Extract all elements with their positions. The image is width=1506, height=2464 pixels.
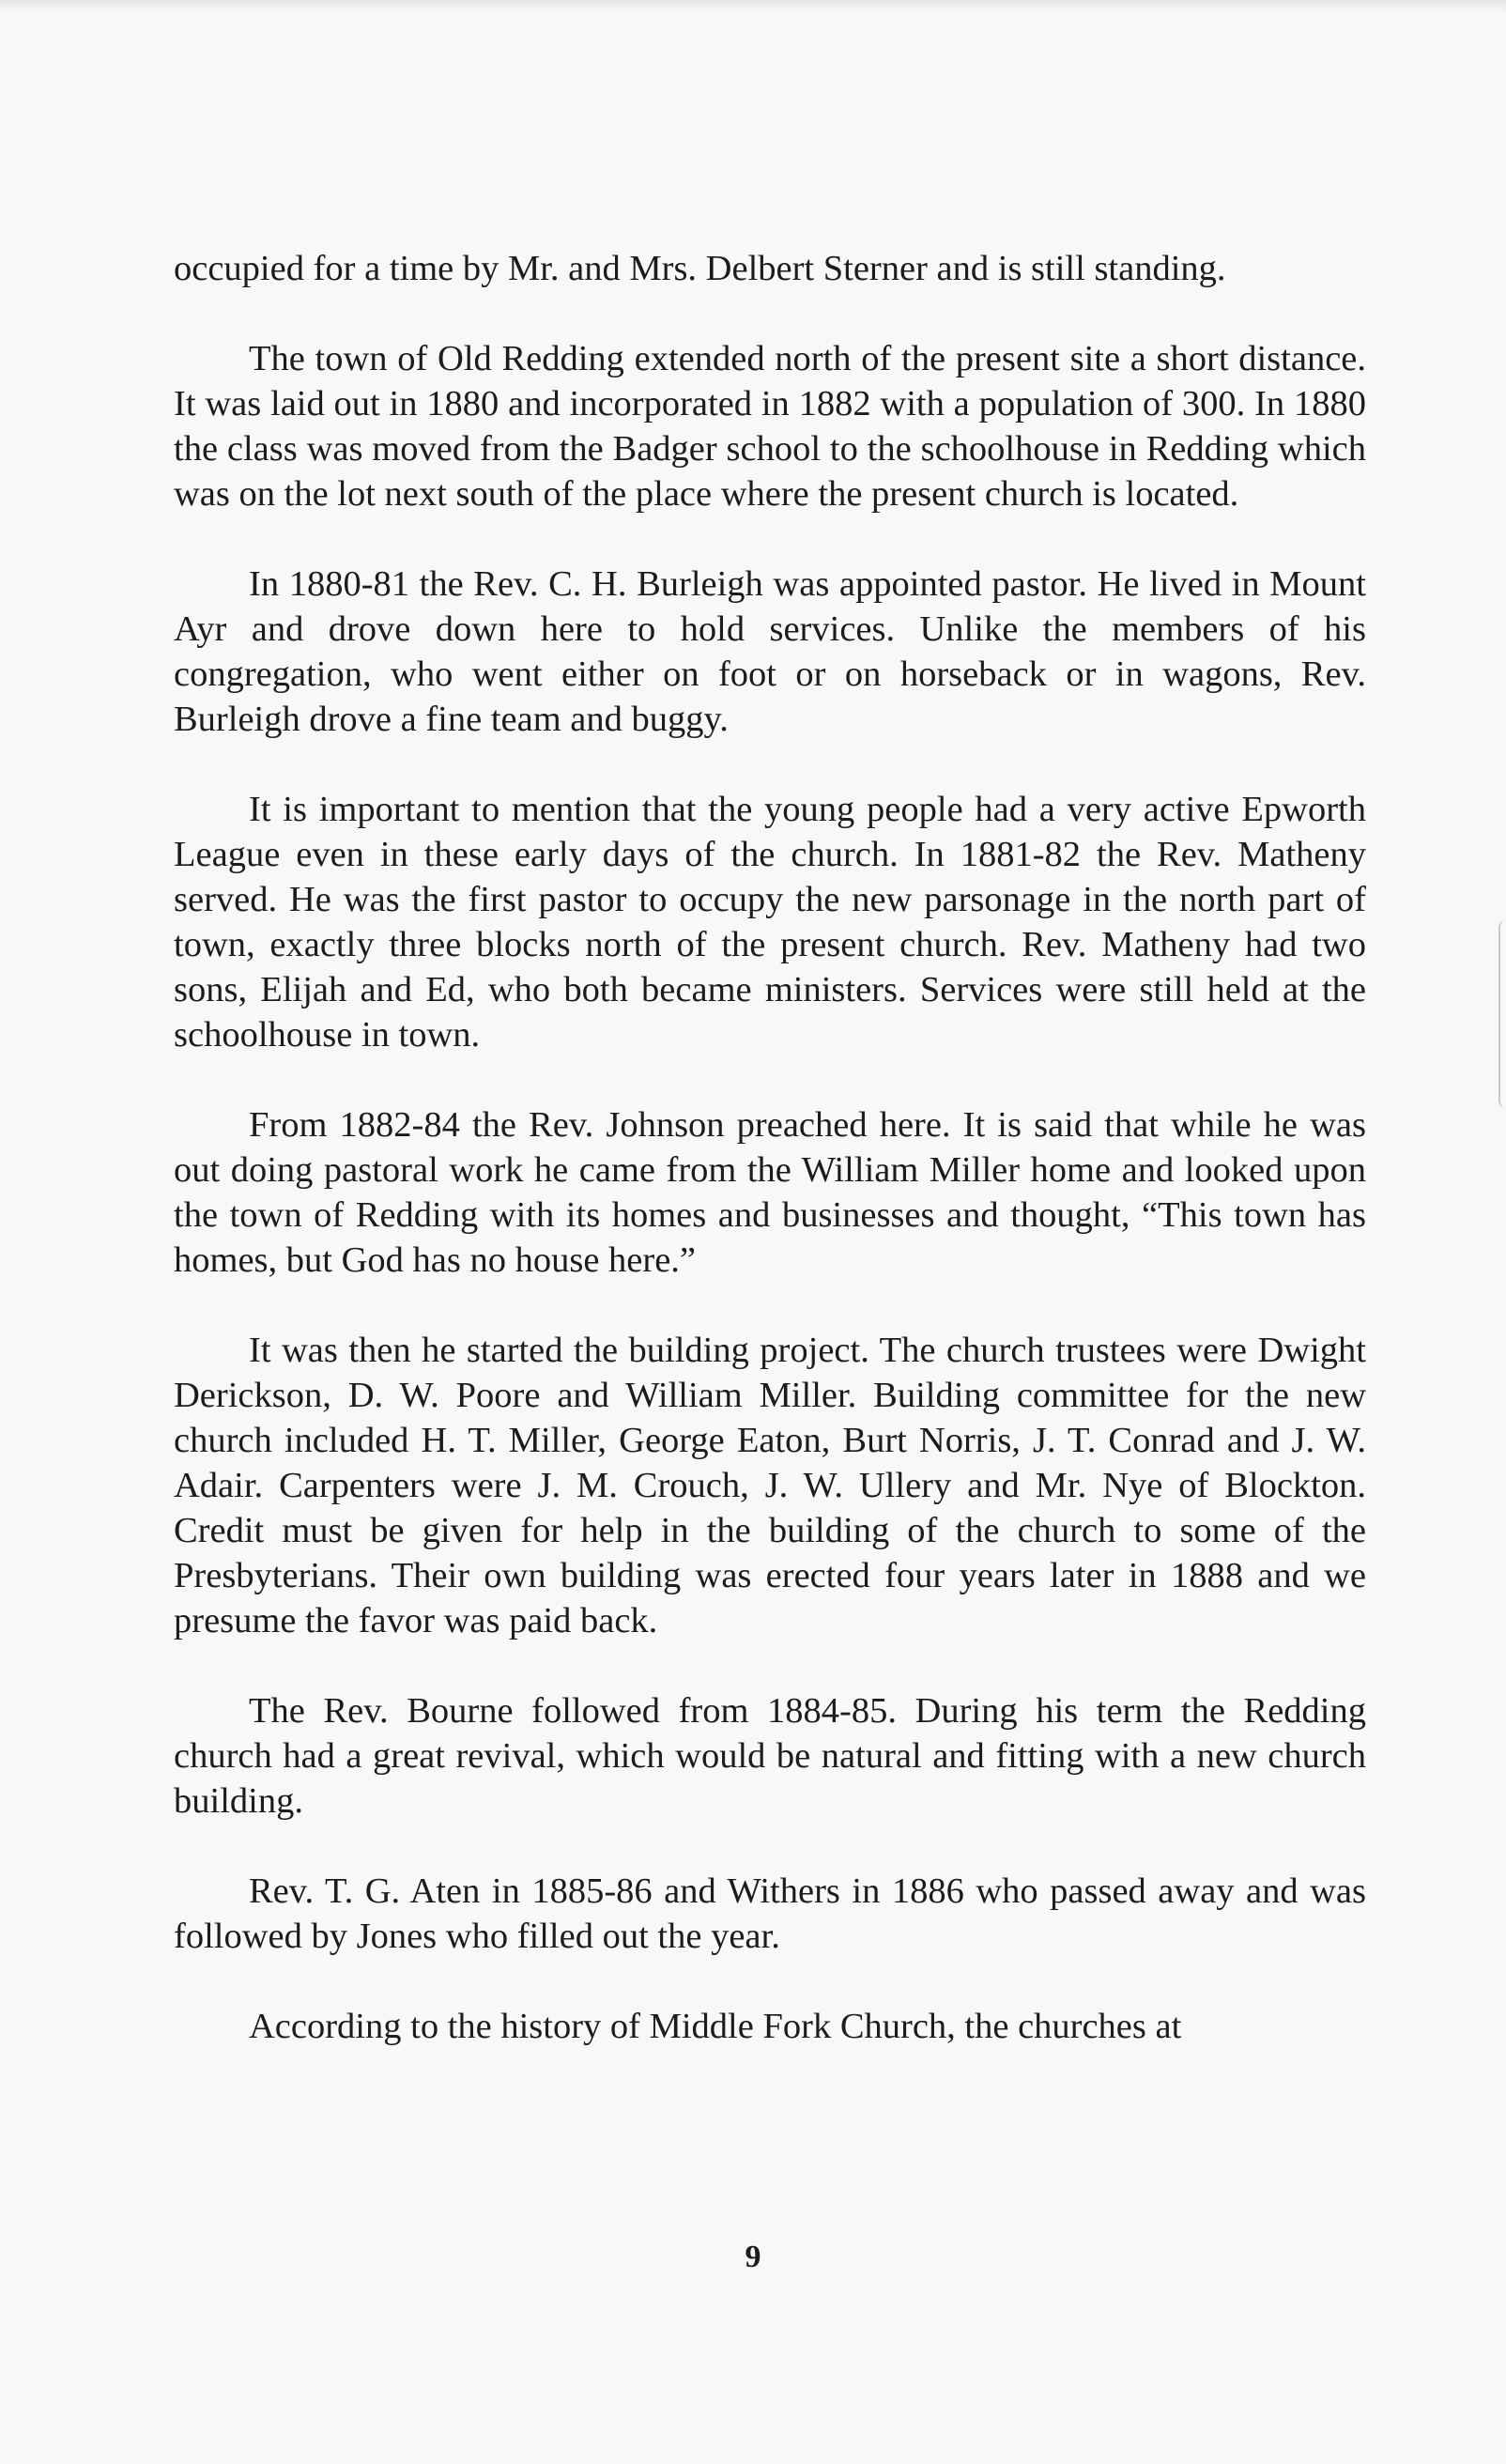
page-top-edge bbox=[0, 0, 1506, 13]
paragraph-5: From 1882-84 the Rev. Johnson preached here. It is said that while he was out doing pastoral work he came from the William Miller home and looked upon the town of Redding with its homes and businesses and thought, “This town has homes, but God has no house here.” bbox=[174, 1105, 1366, 1280]
paragraph-8: Rev. T. G. Aten in 1885-86 and Withers in 1886 who passed away and was followed by Jones who filled out the year. bbox=[174, 1871, 1366, 1956]
paragraph-6: It was then he started the building project. The church trustees were Dwight Derickson, D. W. Poore and William Miller. Building committee for the new church included H. T. Miller, George Eaton, Burt Norris, J. T. Conrad and J. W. Adair. Carpenters were J. M. Crouch, J. W. Ullery and Mr. Nye of Blockton. Credit must be given for help in the building of the church to some of the Presbyterians. Their own building was erected four years later in 1888 and we presume the favor was paid back. bbox=[174, 1331, 1366, 1640]
paragraph-1: occupied for a time by Mr. and Mrs. Delbert Sterner and is still standing. bbox=[174, 249, 1226, 288]
paragraph-9: According to the history of Middle Fork Church, the churches at bbox=[249, 2007, 1182, 2046]
paragraph-4: It is important to mention that the young people had a very active Epworth League even in these early days of the church. In 1881-82 the Rev. Matheny served. He was the first pastor to occupy the new parsonage in the north part of town, exactly three blocks north of the present church. Rev. Matheny had two sons, Elijah and Ed, who both became ministers. Services were still held at the schoolhouse in town. bbox=[174, 790, 1366, 1055]
paragraph-2: The town of Old Redding extended north of the present site a short distance. It was laid out in 1880 and incorporated in 1882 with a population of 300. In 1880 the class was moved from the Badger school to the schoolhouse in Redding which was on the lot next south of the place where the present church is located. bbox=[174, 339, 1366, 514]
page-number: 9 bbox=[745, 2240, 761, 2274]
body-text bbox=[174, 246, 1366, 2094]
paragraph-3: In 1880-81 the Rev. C. H. Burleigh was appointed pastor. He lived in Mount Ayr and drove down here to hold services. Unlike the members of his congregation, who went either on foot or on horseback or in wagons, Rev. Burleigh drove a fine team and buggy. bbox=[174, 564, 1366, 739]
page-binding-mark bbox=[1498, 920, 1506, 1108]
paragraph-7: The Rev. Bourne followed from 1884-85. During his term the Redding church had a great revival, which would be natural and fitting with a new church building. bbox=[174, 1691, 1366, 1821]
